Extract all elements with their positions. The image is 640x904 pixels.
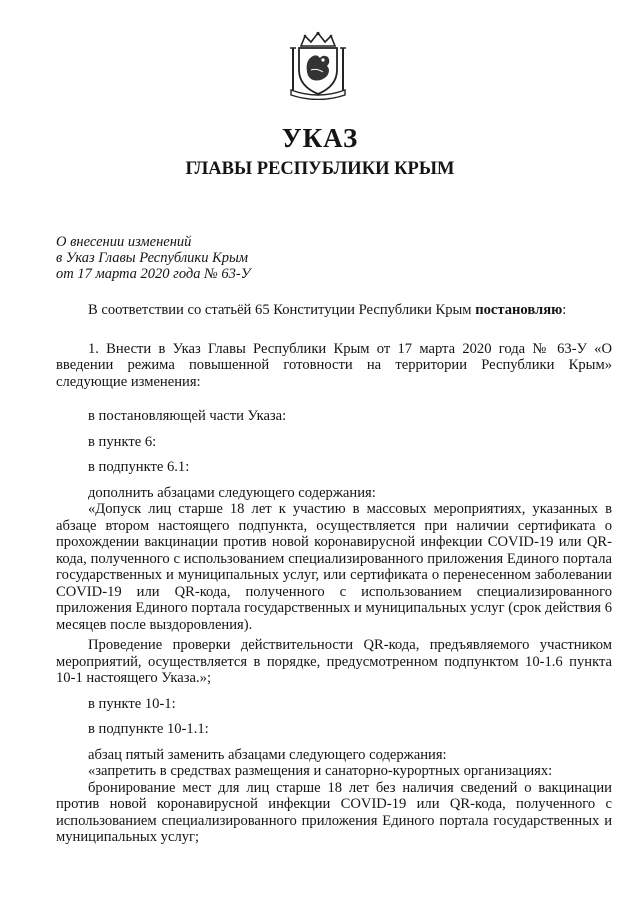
document-reference — [56, 234, 251, 282]
quoted-paragraph: «Допуск лиц старше 18 лет к участию в массовых мероприятиях, указанных в абзаце втором настоящего подпункта, осуществляется при наличии сертификата о прохождении вакцинации против новой коронавирусной инфекции COVID-19 или QR-кода, полученного с использованием специализированного приложения Единого портала государственных и муниципальных услуг, или сертификата о перенесенном заболевании COVID-19 или QR-кода, полученного с использованием специализированного приложения Единого портала государственных и муниципальных услуг (срок действия 6 месяцев после выздоровления). — [56, 501, 612, 633]
preamble-keyword: постановляю — [475, 302, 563, 318]
paragraph: дополнить абзацами следующего содержания: — [88, 484, 376, 501]
reference-line: в Указ Главы Республики Крым — [56, 250, 249, 266]
paragraph: в пункте 6: — [88, 433, 157, 450]
reference-line: О внесении изменений — [56, 234, 192, 250]
document-body — [56, 302, 612, 846]
paragraph: Проведение проверки действительности QR-кода, предъявляемого участником мероприятий, осуществляется в порядке, предусмотренном подпунктом 10-1.6 пункта 10-1 настоящего Указа.»; — [56, 637, 612, 686]
document-title: УКАЗ — [281, 123, 359, 153]
paragraph-item-1: 1. Внести в Указ Главы Республики Крым от 17 марта 2020 года № 63-У «О введении режима повышенной готовности на территории Республики Крым» следующие изменения: — [56, 340, 612, 390]
coat-of-arms-icon — [287, 30, 349, 100]
paragraph: в пункте 10-1: — [88, 695, 176, 712]
reference-line: от 17 марта 2020 года № 63-У — [56, 266, 251, 282]
preamble — [56, 302, 612, 319]
paragraph: «запретить в средствах размещения и санаторно-курортных организациях: — [88, 763, 553, 779]
paragraph: в подпункте 10-1.1: — [88, 721, 209, 737]
paragraph: абзац пятый заменить абзацами следующего содержания: — [88, 746, 447, 763]
paragraph: в постановляющей части Указа: — [88, 408, 287, 424]
preamble-end: : — [562, 302, 567, 318]
paragraph: бронирование мест для лиц старше 18 лет без наличия сведений о вакцинации против новой коронавирусной инфекции COVID-19 или QR-кода, полученного с использованием специализированного приложения Единого портала государственных и муниципальных услуг; — [56, 779, 612, 845]
document-subtitle: ГЛАВЫ РЕСПУБЛИКИ КРЫМ — [185, 159, 455, 179]
preamble-text: В соответствии со статьёй 65 Конституции Республики Крым — [88, 302, 476, 318]
paragraph: в подпункте 6.1: — [88, 459, 190, 475]
